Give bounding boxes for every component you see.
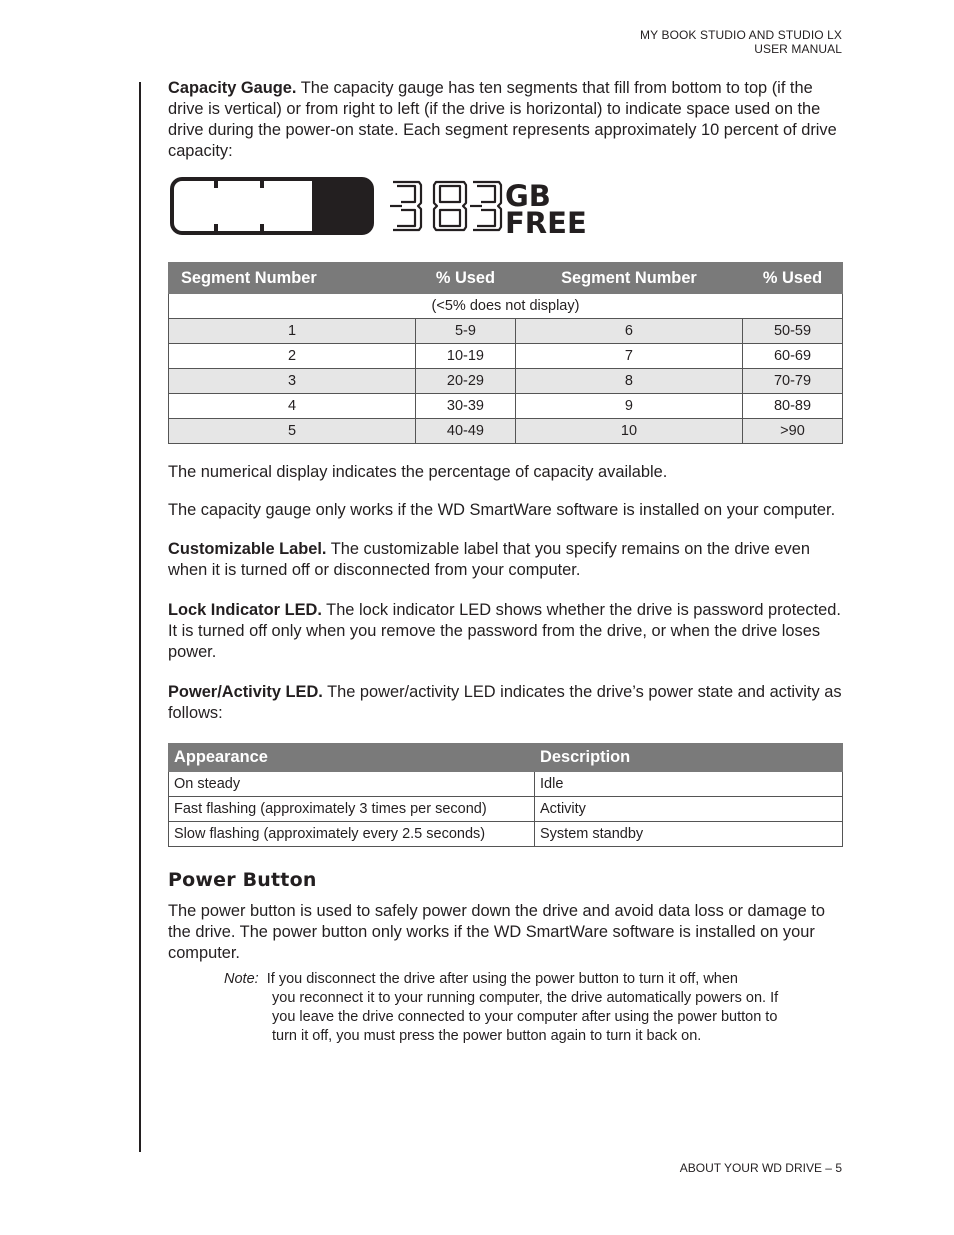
table-cell: 40-49	[415, 419, 515, 444]
table-cell: 70-79	[742, 369, 842, 394]
table-row	[169, 772, 843, 797]
capacity-gauge-illustration	[168, 176, 843, 248]
header-subtitle: USER MANUAL	[754, 42, 842, 56]
capacity-gauge-term: Capacity Gauge.	[168, 79, 297, 97]
table-cell: 9	[515, 394, 742, 419]
gauge-free-label: FREE	[505, 206, 587, 240]
led-table	[168, 743, 843, 847]
led-table-header: Description	[535, 744, 843, 772]
table-cell: 7	[515, 344, 742, 369]
power-led-text: The power/activity LED indicates the drive’s power state and activity as follows:	[168, 683, 842, 722]
lock-led-text: The lock indicator LED shows whether the drive is password protected. It is turned off only when you remove the password from the drive, or when the drive loses power.	[168, 601, 841, 661]
note-rest: you reconnect it to your running computer, the drive automatically powers on. If you leave the drive connected to your computer after using the power button to turn it off, you must press the power button again to turn it back on.	[272, 990, 779, 1044]
table-cell: 60-69	[742, 344, 842, 369]
gauge-ticks	[216, 179, 262, 233]
customizable-label-term: Customizable Label.	[168, 540, 327, 558]
table-cell: 6	[515, 319, 742, 344]
table-row	[169, 319, 843, 344]
page-content	[168, 78, 843, 1046]
note-block	[224, 970, 784, 1046]
table-cell: Activity	[535, 797, 843, 822]
led-table-header: Appearance	[169, 744, 535, 772]
customizable-label-text: The customizable label that you specify remains on the drive even when it is turned off or disconnected from your computer.	[168, 540, 810, 579]
table-cell: 10	[515, 419, 742, 444]
segment-table-header: % Used	[742, 263, 842, 294]
table-cell: 20-29	[415, 369, 515, 394]
table-cell: 10-19	[415, 344, 515, 369]
segment-table-header: % Used	[415, 263, 515, 294]
lock-led-term: Lock Indicator LED.	[168, 601, 322, 619]
header-title: MY BOOK STUDIO AND STUDIO LX	[640, 28, 842, 42]
segment-table-header: Segment Number	[515, 263, 742, 294]
capacity-gauge-paragraph	[168, 78, 843, 162]
capacity-gauge-text: The capacity gauge has ten segments that fill from bottom to top (if the drive is vertical) or from right to left (if the drive is horizontal) to indicate space used on the drive during the power-on state. Each segment represents approximately 10 percent of drive capacity:	[168, 79, 837, 160]
table-cell: Slow flashing (approximately every 2.5 seconds)	[169, 822, 535, 847]
capacity-gauge-graphic	[168, 176, 588, 248]
table-cell: 5-9	[415, 319, 515, 344]
table-cell: 8	[515, 369, 742, 394]
page-footer: ABOUT YOUR WD DRIVE – 5	[679, 1161, 842, 1175]
table-cell: 1	[169, 319, 416, 344]
gauge-unit: GB	[505, 179, 551, 213]
table-row	[169, 419, 843, 444]
power-button-paragraph: The power button is used to safely power down the drive and avoid data loss or damage to the drive. The power button only works if the WD SmartWare software is installed on your computer.	[168, 902, 825, 962]
power-led-term: Power/Activity LED.	[168, 683, 323, 701]
gauge-filled-edge	[312, 179, 332, 233]
table-cell: 5	[169, 419, 416, 444]
table-row	[169, 394, 843, 419]
segment-table-note: (<5% does not display)	[169, 294, 843, 319]
table-cell: 30-39	[415, 394, 515, 419]
table-cell: 2	[169, 344, 416, 369]
power-led-paragraph	[168, 682, 843, 724]
table-row	[169, 797, 843, 822]
segment-table-header: Segment Number	[169, 263, 416, 294]
led-table-header-row	[169, 744, 843, 772]
table-cell: 80-89	[742, 394, 842, 419]
table-row	[169, 369, 843, 394]
segment-table	[168, 262, 843, 444]
note-line1: If you disconnect the drive after using the power button to turn it off, when	[266, 971, 738, 987]
table-cell: On steady	[169, 772, 535, 797]
segment-table-note-row	[169, 294, 843, 319]
note-label: Note:	[224, 971, 259, 987]
table-cell: 4	[169, 394, 416, 419]
table-row	[169, 344, 843, 369]
left-margin-rule	[139, 82, 141, 1152]
table-cell: Idle	[535, 772, 843, 797]
note-first-line	[224, 970, 784, 989]
power-button-heading: Power Button	[168, 869, 317, 891]
table-cell: 50-59	[742, 319, 842, 344]
numerical-display-paragraph: The numerical display indicates the percentage of capacity available.	[168, 463, 668, 481]
page-header	[640, 28, 842, 56]
lock-led-paragraph	[168, 600, 843, 663]
table-cell: System standby	[535, 822, 843, 847]
table-cell: 3	[169, 369, 416, 394]
gauge-digits-383	[390, 182, 501, 230]
table-row	[169, 822, 843, 847]
segment-table-header-row	[169, 263, 843, 294]
table-cell: >90	[742, 419, 842, 444]
table-cell: Fast flashing (approximately 3 times per second)	[169, 797, 535, 822]
gauge-requirement-paragraph: The capacity gauge only works if the WD SmartWare software is installed on your computer.	[168, 501, 836, 519]
customizable-label-paragraph	[168, 539, 843, 581]
